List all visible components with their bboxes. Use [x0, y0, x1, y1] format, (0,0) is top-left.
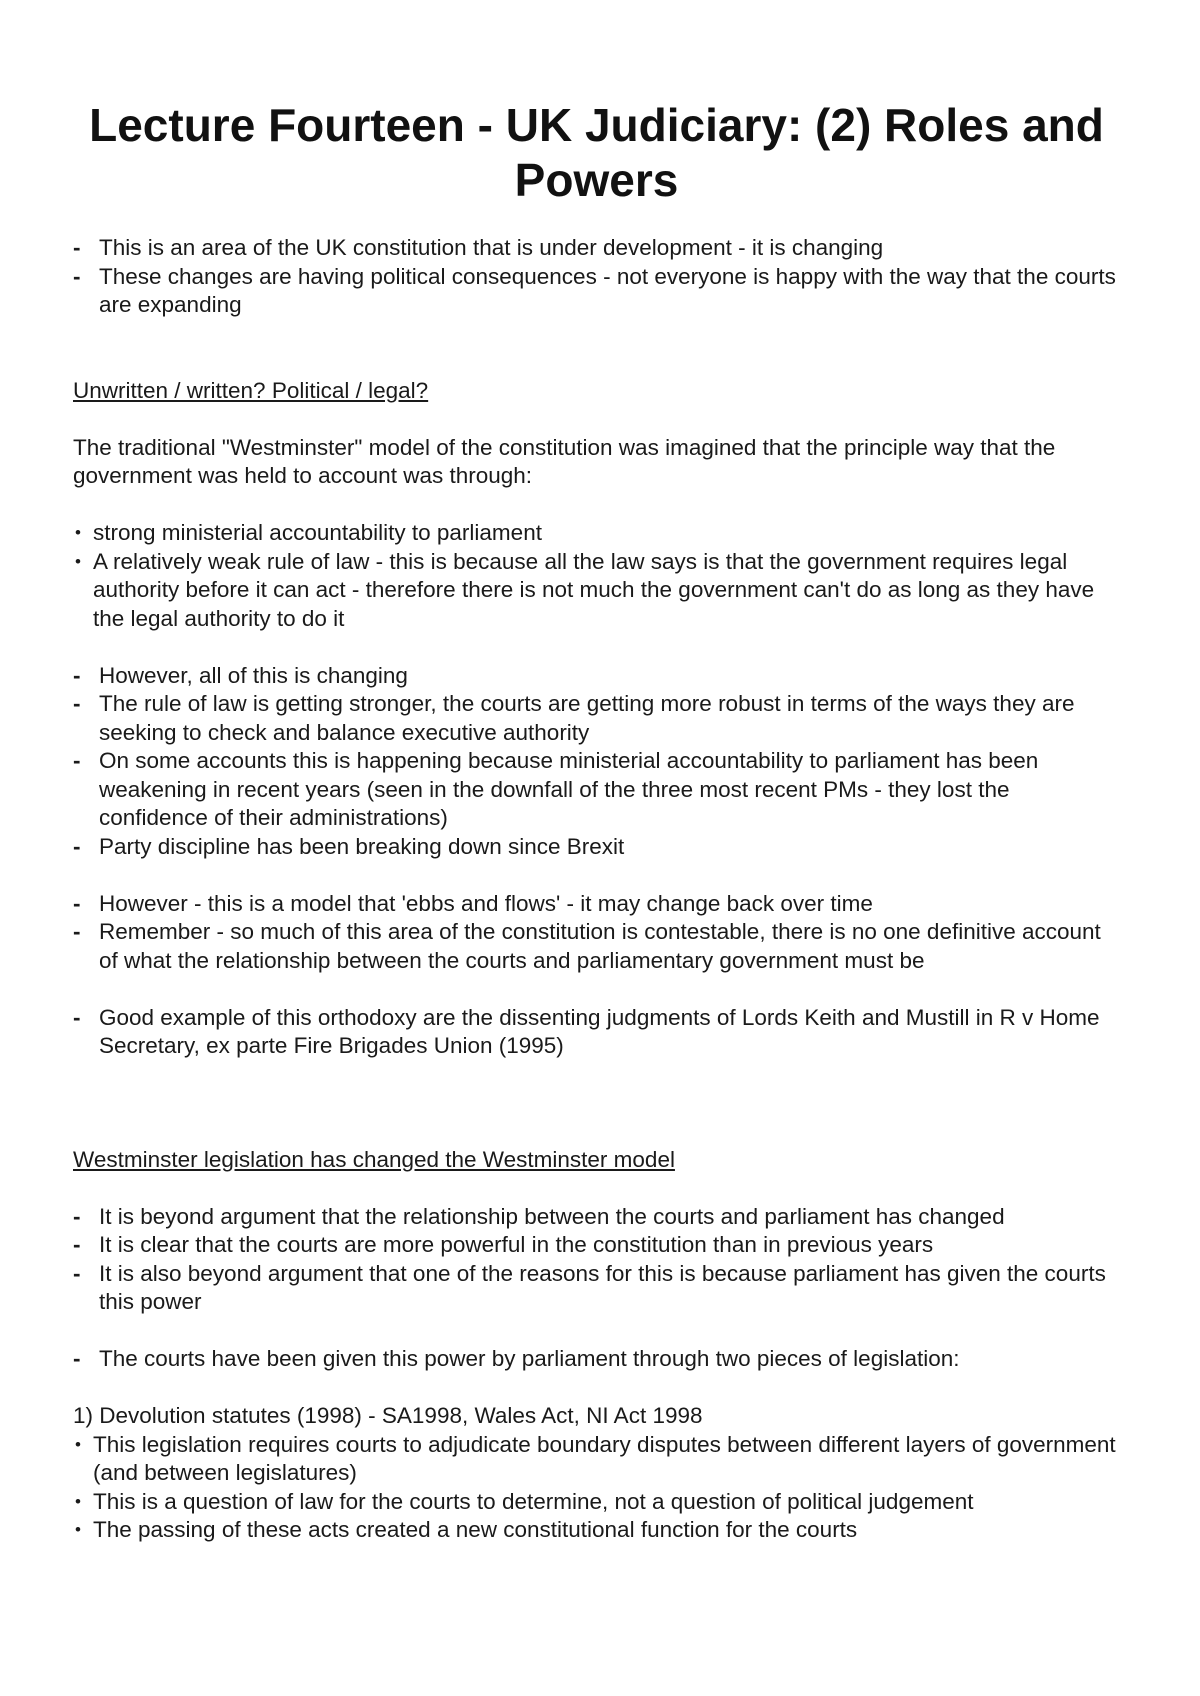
- list-item: • This is a question of law for the courts to determine, not a question of political judgement: [73, 1488, 1120, 1517]
- list-item: - The courts have been given this power by parliament through two pieces of legislation:: [73, 1345, 1120, 1374]
- list-item: - Party discipline has been breaking down since Brexit: [73, 833, 1120, 862]
- list-item: • This legislation requires courts to adjudicate boundary disputes between different layers of government (and between legislatures): [73, 1431, 1120, 1488]
- page-title: Lecture Fourteen - UK Judiciary: (2) Roles and Powers: [89, 99, 1104, 206]
- list-item: - Remember - so much of this area of the constitution is contestable, there is no one definitive account of what the relationship between the courts and parliamentary government must be: [73, 918, 1120, 975]
- list-item: - On some accounts this is happening because ministerial accountability to parliament has been weakening in recent years (seen in the downfall of the three most recent PMs - they lost the confidence of their administrations): [73, 747, 1120, 833]
- list-item: • strong ministerial accountability to parliament: [73, 519, 1120, 548]
- orthodoxy-dash-list: [73, 1004, 1120, 1061]
- list-item: - Good example of this orthodoxy are the dissenting judgments of Lords Keith and Mustill in R v Home Secretary, ex parte Fire Brigades Union (1995): [73, 1004, 1120, 1061]
- devolution-dot-list: [73, 1431, 1120, 1545]
- list-item: - These changes are having political consequences - not everyone is happy with the way that the courts are expanding: [73, 263, 1120, 320]
- list-item: - This is an area of the UK constitution that is under development - it is changing: [73, 234, 1120, 263]
- two-pieces-dash-list: [73, 1345, 1120, 1374]
- intro-bullet-list: [73, 234, 1120, 320]
- list-item: - It is clear that the courts are more powerful in the constitution than in previous years: [73, 1231, 1120, 1260]
- westminster-dot-list: [73, 519, 1120, 633]
- section-heading-unwritten-written: Unwritten / written? Political / legal?: [73, 377, 429, 403]
- list-item: - It is also beyond argument that one of the reasons for this is because parliament has given the courts this power: [73, 1260, 1120, 1317]
- list-item: - The rule of law is getting stronger, the courts are getting more robust in terms of the ways they are seeking to check and balance executive authority: [73, 690, 1120, 747]
- list-item: • The passing of these acts created a new constitutional function for the courts: [73, 1516, 1120, 1545]
- list-item: - However - this is a model that 'ebbs and flows' - it may change back over time: [73, 890, 1120, 919]
- changes-dash-list: [73, 662, 1120, 862]
- ebbs-flows-dash-list: [73, 890, 1120, 976]
- list-item: - It is beyond argument that the relationship between the courts and parliament has changed: [73, 1203, 1120, 1232]
- paragraph-westminster-model: The traditional "Westminster" model of the constitution was imagined that the principle way that the government was held to account was through:: [73, 434, 1056, 488]
- list-item: • A relatively weak rule of law - this is because all the law says is that the government requires legal authority before it can act - therefore there is not much the government can't do as long as they have the legal authority to do it: [73, 548, 1120, 634]
- list-item: - However, all of this is changing: [73, 662, 1120, 691]
- numbered-heading-devolution: 1) Devolution statutes (1998) - SA1998, Wales Act, NI Act 1998: [73, 1403, 703, 1428]
- legislation-dash-list: [73, 1203, 1120, 1317]
- section-heading-westminster-legislation: Westminster legislation has changed the Westminster model: [73, 1146, 675, 1172]
